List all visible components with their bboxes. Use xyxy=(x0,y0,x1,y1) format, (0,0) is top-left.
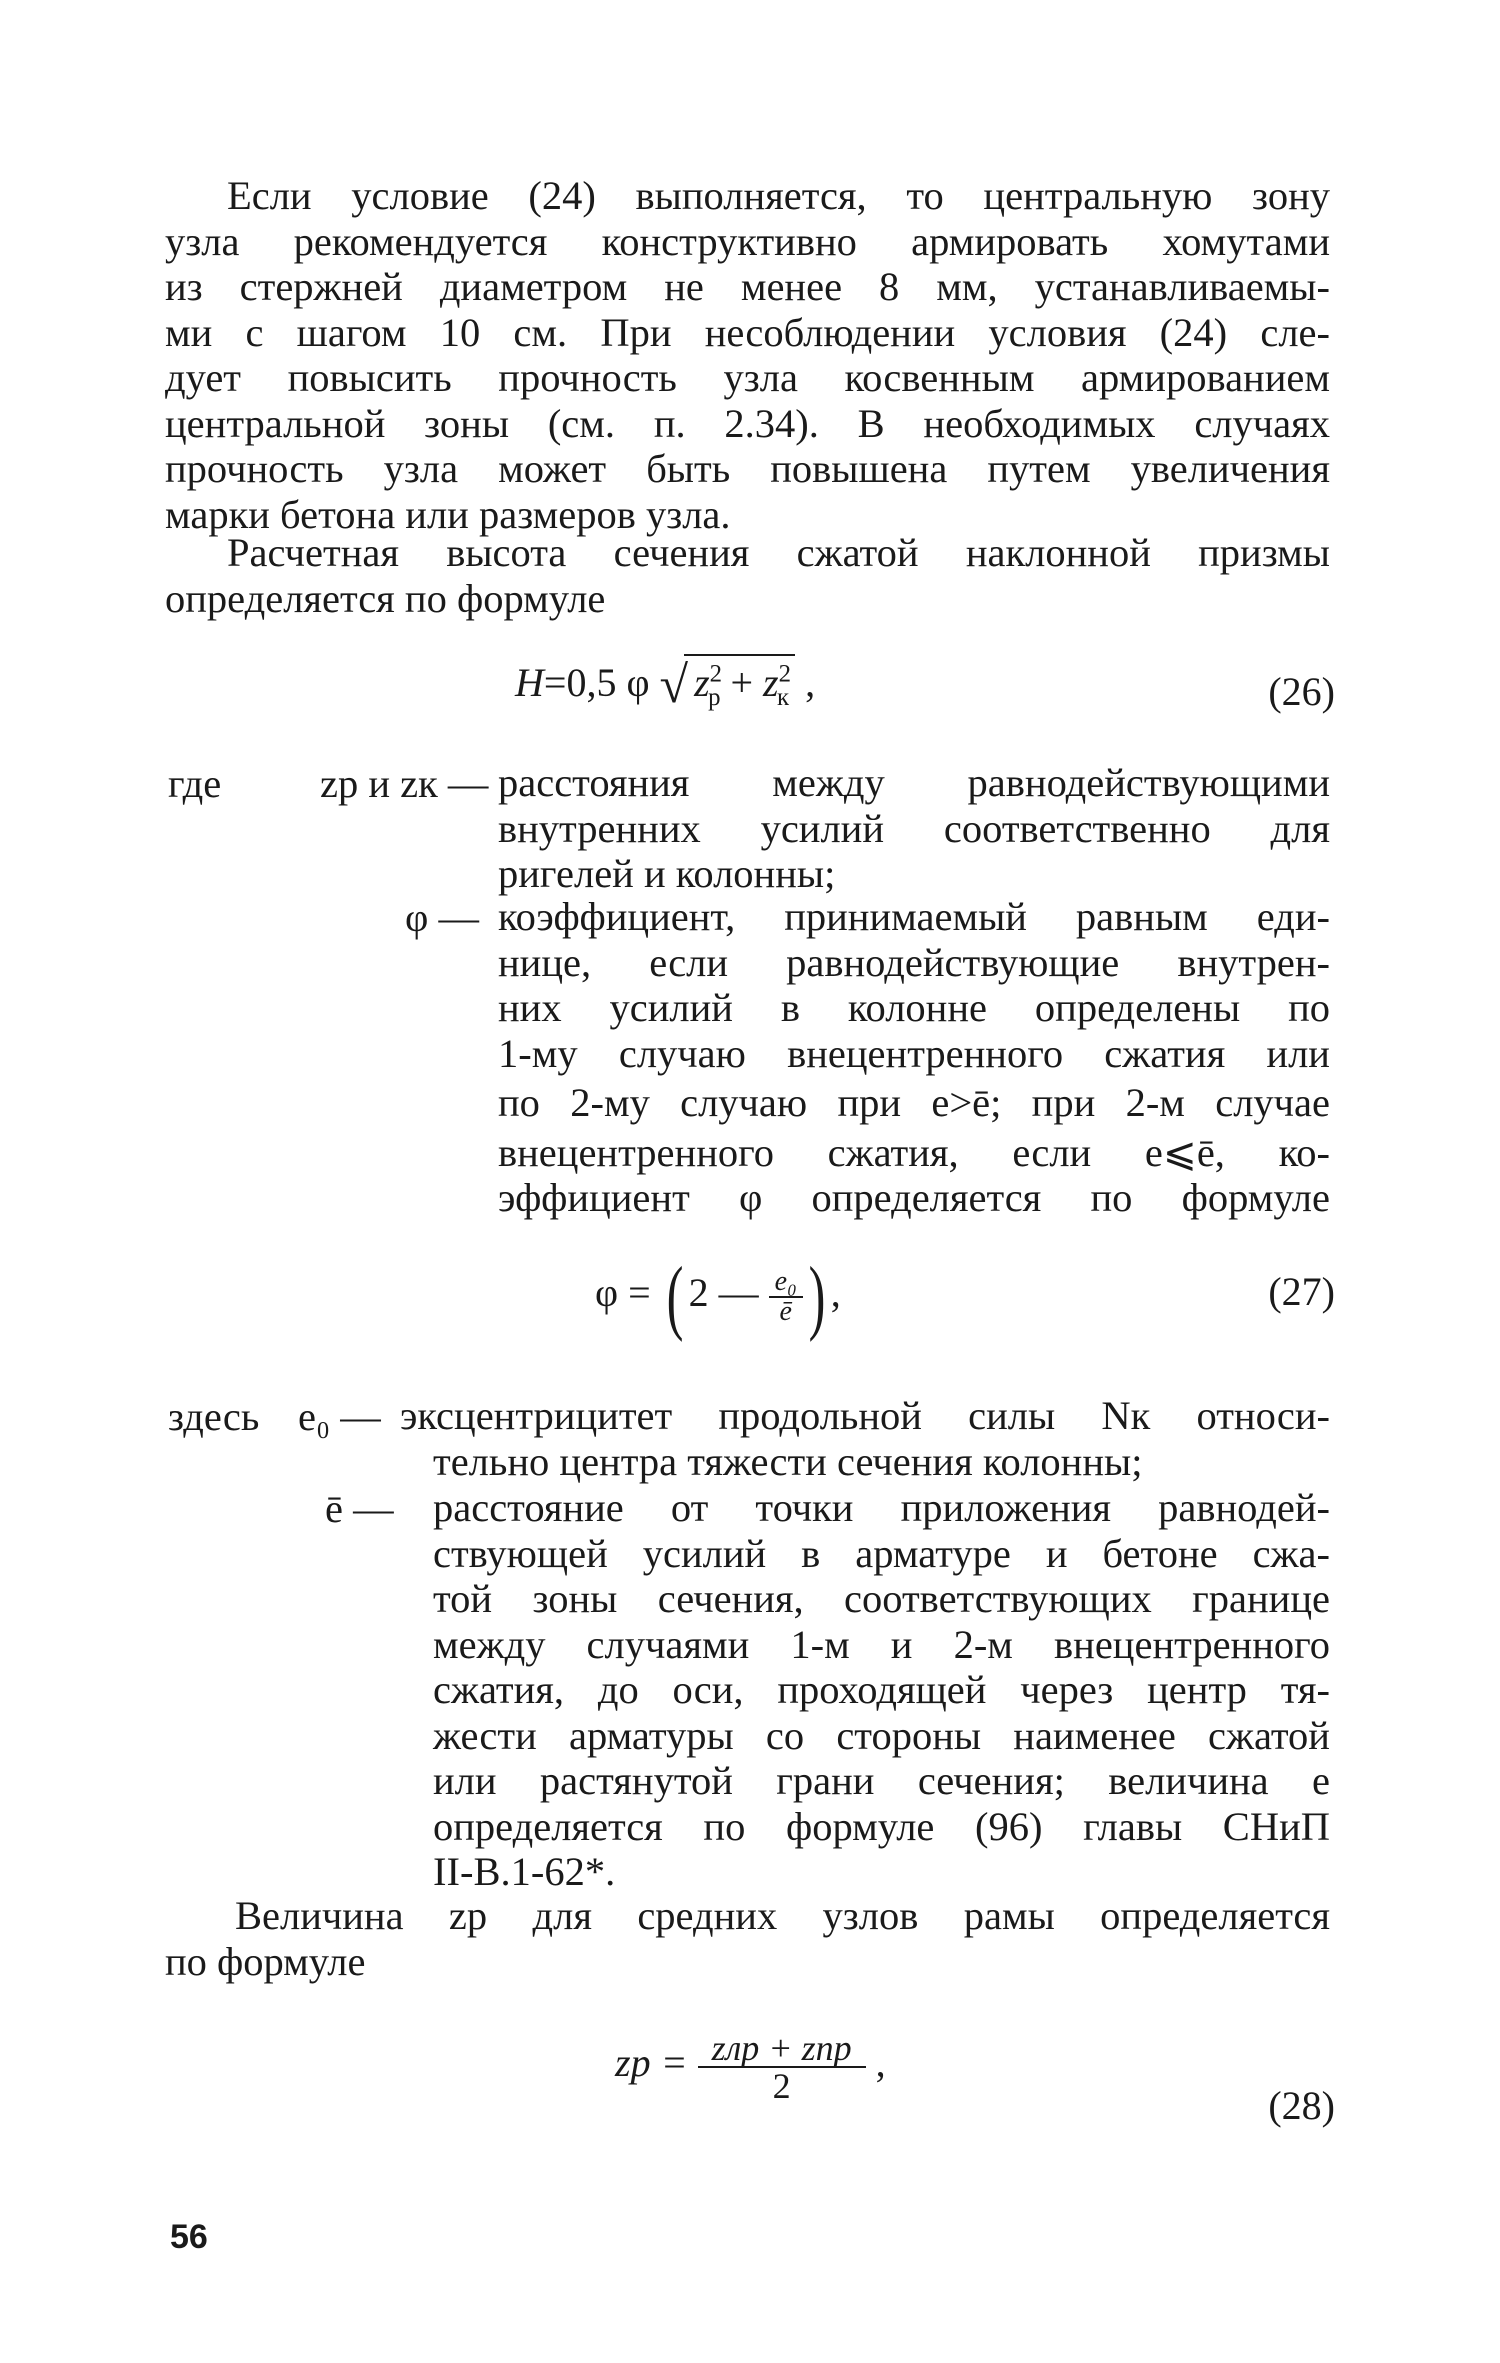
equation-number-27: (27) xyxy=(1268,1269,1335,1314)
text-line: Если условие (24) выполняется, то центральную зону xyxy=(227,173,1330,218)
text-line: узла рекомендуется конструктивно армировать хомутами xyxy=(165,218,1330,264)
text-line: центральной зоны (см. п. 2.34). В необходимых случаях xyxy=(165,400,1330,446)
text-line: определяется по формуле (96) главы СНиП xyxy=(433,1803,1330,1849)
fraction-zr: $\frac{\text{zлр + zпр}}{2}$ xyxy=(698,2030,866,2104)
text-line: нице, если равнодействующие внутрен- xyxy=(498,939,1330,985)
text-line: или растянутой грани сечения; величина e xyxy=(433,1758,1330,1803)
formula-27: φ = ( 2 — $\frac{\text{e₀}}{ē}$ ) , xyxy=(595,1250,841,1343)
text-line: дует повысить прочность узла косвенным армированием xyxy=(165,355,1330,400)
text-line: них усилий в колонне определены по xyxy=(498,985,1330,1030)
text-line: прочность узла может быть повышена путем увеличения xyxy=(165,446,1330,491)
term-phi: φ — xyxy=(405,895,479,940)
right-paren: ) xyxy=(808,1250,826,1343)
term-e0: e₀ — xyxy=(298,1394,381,1439)
formula-26: H=0,5 φ √ $z^2_р + z^2_к$ , xyxy=(515,660,815,712)
equation-number-28: (28) xyxy=(1268,2083,1335,2128)
left-paren: ( xyxy=(666,1250,684,1343)
sqrt-sign: √ xyxy=(659,657,689,714)
text-line: по 2-му случаю при e>ē; при 2-м случае xyxy=(498,1080,1330,1125)
text-line: Расчетная высота сечения сжатой наклонной призмы xyxy=(227,530,1330,575)
text-line: из стержней диаметром не менее 8 мм, устанавливаемы- xyxy=(165,264,1330,309)
definition-zr-zk xyxy=(498,760,1330,897)
radicand: $z^2_р + z^2_к$ xyxy=(684,654,795,705)
text-line: ригелей и колонны; xyxy=(498,851,836,896)
text-line: ми с шагом 10 см. При несоблюдении условия (24) сле- xyxy=(165,309,1330,355)
text-line: эффициент φ определяется по формуле xyxy=(498,1175,1330,1220)
equation-number-26: (26) xyxy=(1268,669,1335,714)
text-line: марки бетона или размеров узла. xyxy=(165,491,731,537)
text-line: той зоны сечения, соответствующих границе xyxy=(433,1576,1330,1621)
page-number: 56 xyxy=(170,2218,208,2256)
text-line: определяется по формуле xyxy=(165,575,606,621)
text-line: внецентренного сжатия, если e⩽ē, ко- xyxy=(498,1129,1330,1175)
text-line: тельно центра тяжести сечения колонны; xyxy=(433,1438,1143,1484)
formula-28: zр = $\frac{\text{zлр + zпр}}{2}$ , xyxy=(615,2028,886,2106)
here-label: здесь xyxy=(168,1394,260,1439)
text-line: эксцентрицитет продольной силы Nк относи- xyxy=(400,1393,1330,1438)
paragraph-conditions xyxy=(165,173,1330,537)
paragraph-zr xyxy=(165,1893,1330,1984)
text-line: по формуле xyxy=(165,1938,366,1984)
definition-e0 xyxy=(400,1393,1330,1484)
term-zr-zk: zр и zк — xyxy=(320,761,489,806)
text-line: ствующей усилий в арматуре и бетоне сжа- xyxy=(433,1530,1330,1576)
definition-phi xyxy=(498,894,1330,1221)
text-line: жести арматуры со стороны наименее сжатой xyxy=(433,1712,1330,1758)
text-line: расстояние от точки приложения равнодей- xyxy=(433,1485,1330,1530)
text-line: между случаями 1-м и 2-м внецентренного xyxy=(433,1621,1330,1667)
text-line: расстояния между равнодействующими xyxy=(498,760,1330,805)
text-line: 1-му случаю внецентренного сжатия или xyxy=(498,1030,1330,1076)
definition-ebar xyxy=(433,1485,1330,1895)
fraction-e0-ebar: $\frac{\text{e₀}}{ē}$ xyxy=(769,1268,803,1326)
text-line: Величина zр для средних узлов рамы определяется xyxy=(235,1893,1330,1938)
text-line: коэффициент, принимаемый равным еди- xyxy=(498,894,1330,939)
paragraph-height xyxy=(165,530,1330,621)
where-label: где xyxy=(168,761,222,806)
text-line: внутренних усилий соответственно для xyxy=(498,805,1330,851)
text-line: II-В.1-62*. xyxy=(433,1849,616,1894)
term-ebar: ē — xyxy=(325,1486,394,1531)
text-line: сжатия, до оси, проходящей через центр тя- xyxy=(433,1667,1330,1712)
